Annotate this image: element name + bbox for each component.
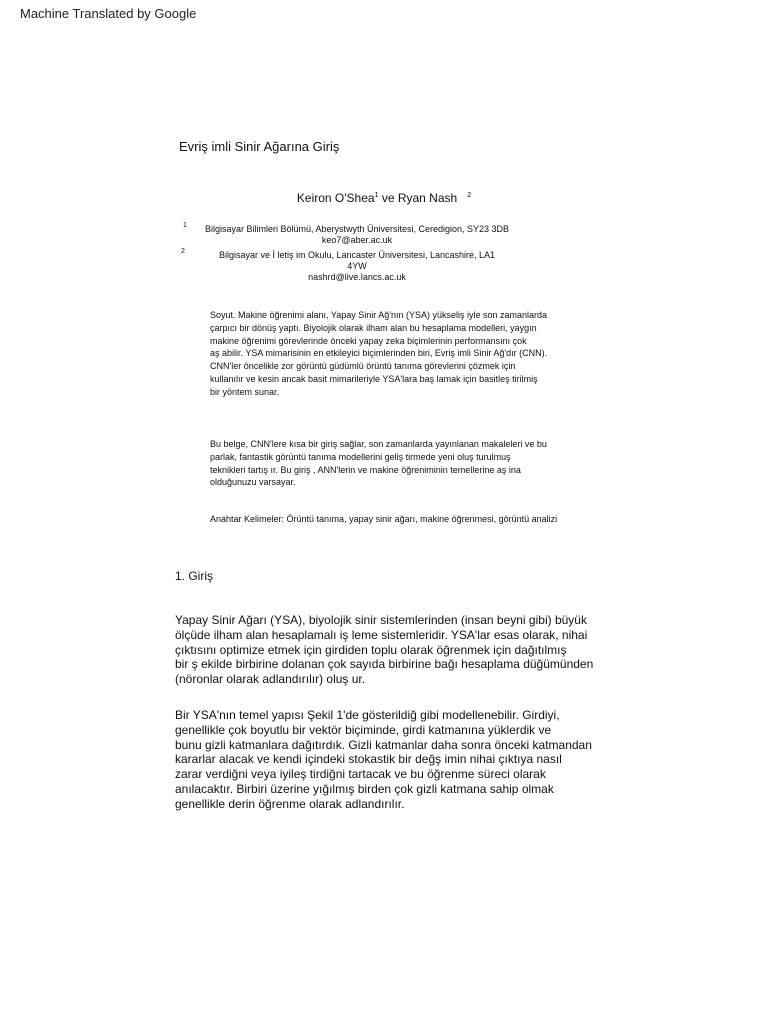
body-line: anılacaktır. Birbiri üzerine yığılmış birden çok gizli katmana sahip olmak [175, 781, 554, 796]
body-line: Bir YSA'nın temel yapısı Şekil 1'de gösterildiğ gibi modellenebilir. Girdiyi, [175, 708, 560, 722]
body-line: ölçüde ilham alan hesaplamalı iş leme sistemleridir. YSA'lar esas olarak, nihai [175, 627, 588, 642]
abstract [210, 309, 595, 399]
paper-title: Evriş imli Sinir Ağarına Giriş [179, 139, 340, 154]
abstract-line: olduğunuzu varsayar. [210, 477, 296, 488]
body-line: bir ş ekilde birbirine dolanan çok sayıda birbirine bağı hesaplama düğümünden [175, 657, 594, 672]
body-paragraph-1 [175, 613, 645, 687]
body-paragraph-2 [175, 708, 645, 812]
abstract-line: Bu belge, CNN'lere kısa bir giriş sağlar, son zamanlarda yayınlanan makaleleri ve bu [210, 439, 547, 449]
affiliation-email: nashrd@live.lancs.ac.uk [308, 272, 406, 282]
body-line: (nöronlar olarak adlandırılır) oluş ur. [175, 672, 366, 687]
abstract-continued [210, 438, 595, 489]
author-name: Keiron O'Shea [296, 191, 375, 205]
body-line: genellikle derin öğrenme olarak adlandırılır. [175, 796, 405, 811]
abstract-line: kullanılır ve kesin ancak basit mimarileriyle YSA'lara baş lamak için basitleş tirilmiş [210, 373, 538, 384]
affiliation-line: 4YW [347, 261, 367, 271]
body-line: Yapay Sinir Ağarı (YSA), biyolojik sinir sistemlerinden (insan beyni gibi) büyük [175, 613, 587, 627]
body-line: bunu gizli katmanlara dağıtırdık. Gizli katmanlar daha sonra önceki katmandan [175, 737, 592, 752]
body-line: zarar verdiğni veya iyileş tirdiğni tartacak ve bu öğrenme süreci olarak [175, 767, 546, 782]
abstract-line: CNN'ler öncelikle zor görüntü güdümlü örüntü tanıma görevlerini çözmek için [210, 361, 516, 372]
abstract-line: teknikleri tartış ır. Bu giriş , ANN'lerin ve makine öğreniminin temellerine aş ina [210, 464, 521, 475]
affiliation-line: Bilgisayar ve İ letiş im Okulu, Lancaster Üniversitesi, Lancashire, LA1 [218, 250, 496, 260]
affiliation-line: Bilgisayar Bilimleri Bölümü, Aberystwyth Üniversitesi, Ceredigion, SY23 3DB [204, 224, 510, 234]
author-superscript: 2 [467, 192, 472, 199]
abstract-line: parlak, fantastik görüntü tanıma modellerini geliş tirmede yeni oluş turulmuş [210, 451, 511, 462]
keywords: Anahtar Kelimeler: Örüntü tanıma, yapay sinir ağarı, makine öğrenmesi, görüntü analizi [210, 514, 558, 524]
abstract-line: çarpıcı bir dönüş yaptı. Biyolojik olarak ilham alan bu hesaplama modelleri, yaygın [210, 322, 537, 333]
abstract-line: makine öğrenimi görevlerinde önceki yapay zeka biçimlerinin performansını çok [210, 335, 527, 346]
abstract-line: aş abilir. YSA mimarisinin en etkileyici biçimlerinden biri, Evriş imli Sinir Ağ'dır (CNN). [210, 348, 548, 359]
affiliation-mark: 1 [183, 222, 187, 229]
body-line: genellikle çok boyutlu bir vektör biçiminde, girdi katmanına yüklerdik ve [175, 722, 552, 737]
section-heading: 1. Giriş [175, 569, 214, 583]
body-line: çıktısını optimize etmek için girdiden toplu olarak öğrenmek için dağıtılmış [175, 642, 567, 657]
affiliation-mark: 2 [181, 248, 185, 255]
author-name: ve Ryan Nash [381, 191, 458, 205]
machine-translation-banner: Machine Translated by Google [20, 6, 197, 21]
author-superscript: 1 [374, 192, 379, 199]
abstract-line: bir yöntem sunar. [210, 386, 280, 397]
body-line: kararlar alacak ve kendi içindeki stokastik bir değş imin nihai çıktıya nasıl [175, 752, 562, 767]
affiliation-2 [0, 250, 700, 283]
author-line [0, 191, 768, 205]
affiliation-1 [0, 224, 700, 246]
affiliation-email: keo7@aber.ac.uk [321, 235, 393, 245]
abstract-line: Soyut. Makine öğrenimi alanı, Yapay Sinir Ağ'nın (YSA) yükseliş iyle son zamanlarda [210, 310, 548, 320]
